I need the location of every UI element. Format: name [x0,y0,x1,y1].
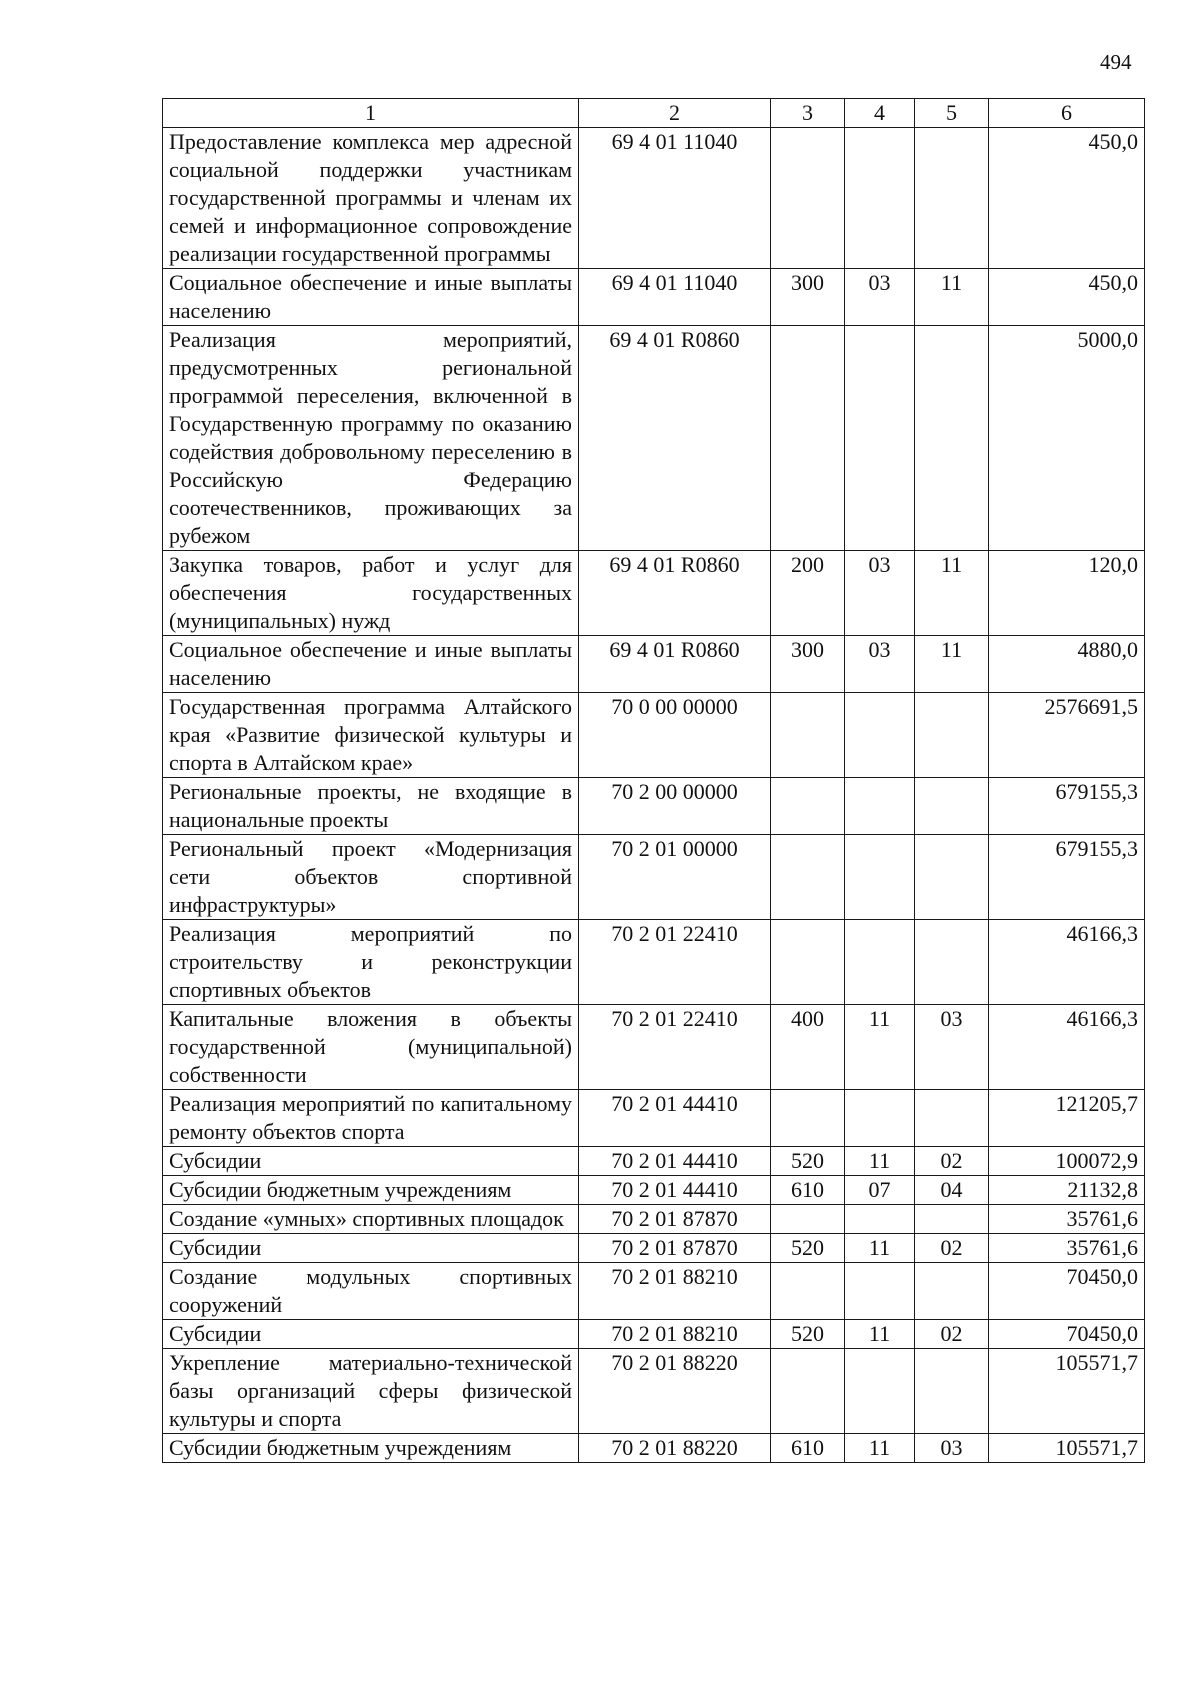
row-col3: 400 [771,1005,845,1090]
col-header-4: 4 [845,99,915,128]
row-code: 70 2 01 88220 [579,1434,771,1463]
col-header-3: 3 [771,99,845,128]
row-amount: 450,0 [989,269,1145,326]
row-col5 [915,1090,989,1147]
row-col4: 11 [845,1234,915,1263]
budget-table [162,98,1145,1463]
row-col4: 03 [845,636,915,693]
row-col4 [845,835,915,920]
row-col5 [915,1205,989,1234]
row-col3 [771,1349,845,1434]
table-row [163,636,1145,693]
row-col5: 11 [915,269,989,326]
row-col3 [771,128,845,269]
row-col5: 04 [915,1176,989,1205]
row-amount: 105571,7 [989,1434,1145,1463]
row-name: Создание модульных спортивных сооружений [163,1263,579,1320]
row-code: 70 2 01 44410 [579,1090,771,1147]
row-code: 70 2 01 88210 [579,1263,771,1320]
col-header-6: 6 [989,99,1145,128]
row-code: 69 4 01 R0860 [579,636,771,693]
table-row [163,326,1145,551]
row-name: Укрепление материально-технической базы организаций сферы физической культуры и спорта [163,1349,579,1434]
table-row [163,1205,1145,1234]
row-code: 70 2 00 00000 [579,778,771,835]
row-code: 70 2 01 44410 [579,1147,771,1176]
row-col3: 200 [771,551,845,636]
row-col4: 11 [845,1005,915,1090]
row-name: Субсидии бюджетным учреждениям [163,1176,579,1205]
row-col4 [845,1349,915,1434]
row-col3 [771,778,845,835]
row-name: Региональные проекты, не входящие в национальные проекты [163,778,579,835]
row-col5 [915,693,989,778]
row-col5: 02 [915,1234,989,1263]
row-col4: 11 [845,1434,915,1463]
row-col5 [915,1263,989,1320]
table-row [163,1147,1145,1176]
row-name: Социальное обеспечение и иные выплаты населению [163,269,579,326]
row-col4 [845,1205,915,1234]
row-col5: 03 [915,1005,989,1090]
row-col4: 11 [845,1147,915,1176]
row-col4 [845,778,915,835]
row-col3 [771,1263,845,1320]
row-amount: 46166,3 [989,1005,1145,1090]
row-code: 70 2 01 44410 [579,1176,771,1205]
page-number: 494 [1100,50,1132,74]
row-col3: 300 [771,269,845,326]
row-col3: 610 [771,1176,845,1205]
row-col3: 520 [771,1234,845,1263]
row-name: Субсидии бюджетным учреждениям [163,1434,579,1463]
row-col5: 02 [915,1320,989,1349]
row-code: 70 2 01 00000 [579,835,771,920]
row-code: 70 2 01 22410 [579,1005,771,1090]
row-amount: 120,0 [989,551,1145,636]
row-amount: 2576691,5 [989,693,1145,778]
row-col5: 11 [915,551,989,636]
row-code: 69 4 01 R0860 [579,326,771,551]
table-row [163,778,1145,835]
row-col4: 03 [845,269,915,326]
row-col5: 03 [915,1434,989,1463]
col-header-5: 5 [915,99,989,128]
table-row [163,1320,1145,1349]
row-name: Закупка товаров, работ и услуг для обеспечения государственных (муниципальных) нужд [163,551,579,636]
table-row [163,1234,1145,1263]
row-amount: 35761,6 [989,1234,1145,1263]
row-name: Реализация мероприятий по строительству и реконструкции спортивных объектов [163,920,579,1005]
row-col3 [771,920,845,1005]
row-col5 [915,326,989,551]
row-name: Создание «умных» спортивных площадок [163,1205,579,1234]
col-header-2: 2 [579,99,771,128]
row-name: Реализация мероприятий по капитальному ремонту объектов спорта [163,1090,579,1147]
row-col4: 03 [845,551,915,636]
row-code: 69 4 01 11040 [579,128,771,269]
row-col3 [771,693,845,778]
row-name: Предоставление комплекса мер адресной социальной поддержки участникам государственной программы и членам их семей и информационное сопровождение реализации государственной программы [163,128,579,269]
row-amount: 450,0 [989,128,1145,269]
row-amount: 70450,0 [989,1320,1145,1349]
row-code: 70 2 01 87870 [579,1234,771,1263]
table-row [163,551,1145,636]
row-name: Субсидии [163,1234,579,1263]
row-name: Субсидии [163,1320,579,1349]
row-code: 69 4 01 11040 [579,269,771,326]
row-col5: 11 [915,636,989,693]
table-row [163,1434,1145,1463]
row-amount: 679155,3 [989,778,1145,835]
row-col5 [915,1349,989,1434]
row-col4 [845,1263,915,1320]
row-amount: 121205,7 [989,1090,1145,1147]
row-amount: 70450,0 [989,1263,1145,1320]
table-row [163,269,1145,326]
row-col3: 520 [771,1147,845,1176]
row-col4 [845,128,915,269]
row-code: 70 0 00 00000 [579,693,771,778]
row-amount: 21132,8 [989,1176,1145,1205]
row-col3: 610 [771,1434,845,1463]
table-row [163,1176,1145,1205]
table-row [163,1349,1145,1434]
row-col5 [915,128,989,269]
row-col3: 300 [771,636,845,693]
row-col3: 520 [771,1320,845,1349]
table-row [163,693,1145,778]
row-code: 70 2 01 22410 [579,920,771,1005]
row-col5 [915,835,989,920]
table-row [163,835,1145,920]
row-col5 [915,778,989,835]
row-amount: 5000,0 [989,326,1145,551]
row-col5 [915,920,989,1005]
row-code: 70 2 01 88220 [579,1349,771,1434]
row-col3 [771,1090,845,1147]
row-col4: 11 [845,1320,915,1349]
row-code: 70 2 01 88210 [579,1320,771,1349]
row-name: Социальное обеспечение и иные выплаты населению [163,636,579,693]
table-row [163,1090,1145,1147]
row-col4 [845,1090,915,1147]
row-name: Региональный проект «Модернизация сети объектов спортивной инфраструктуры» [163,835,579,920]
row-code: 70 2 01 87870 [579,1205,771,1234]
table-row [163,128,1145,269]
row-name: Государственная программа Алтайского края «Развитие физической культуры и спорта в Алтайском крае» [163,693,579,778]
row-amount: 100072,9 [989,1147,1145,1176]
row-name: Субсидии [163,1147,579,1176]
row-col3 [771,326,845,551]
row-amount: 35761,6 [989,1205,1145,1234]
row-col4 [845,326,915,551]
col-header-1: 1 [163,99,579,128]
row-name: Реализация мероприятий, предусмотренных региональной программой переселения, включенной в Государственную программу по оказанию содействия добровольному переселению в Российскую Федерацию соотечественников, проживающих за рубежом [163,326,579,551]
row-amount: 679155,3 [989,835,1145,920]
table-row [163,1263,1145,1320]
row-col4: 07 [845,1176,915,1205]
row-col4 [845,920,915,1005]
table-row [163,920,1145,1005]
row-col5: 02 [915,1147,989,1176]
row-col3 [771,835,845,920]
row-col4 [845,693,915,778]
row-col3 [771,1205,845,1234]
row-amount: 105571,7 [989,1349,1145,1434]
header-row [163,99,1145,128]
row-amount: 4880,0 [989,636,1145,693]
row-code: 69 4 01 R0860 [579,551,771,636]
row-name: Капитальные вложения в объекты государственной (муниципальной) собственности [163,1005,579,1090]
table-row [163,1005,1145,1090]
row-amount: 46166,3 [989,920,1145,1005]
